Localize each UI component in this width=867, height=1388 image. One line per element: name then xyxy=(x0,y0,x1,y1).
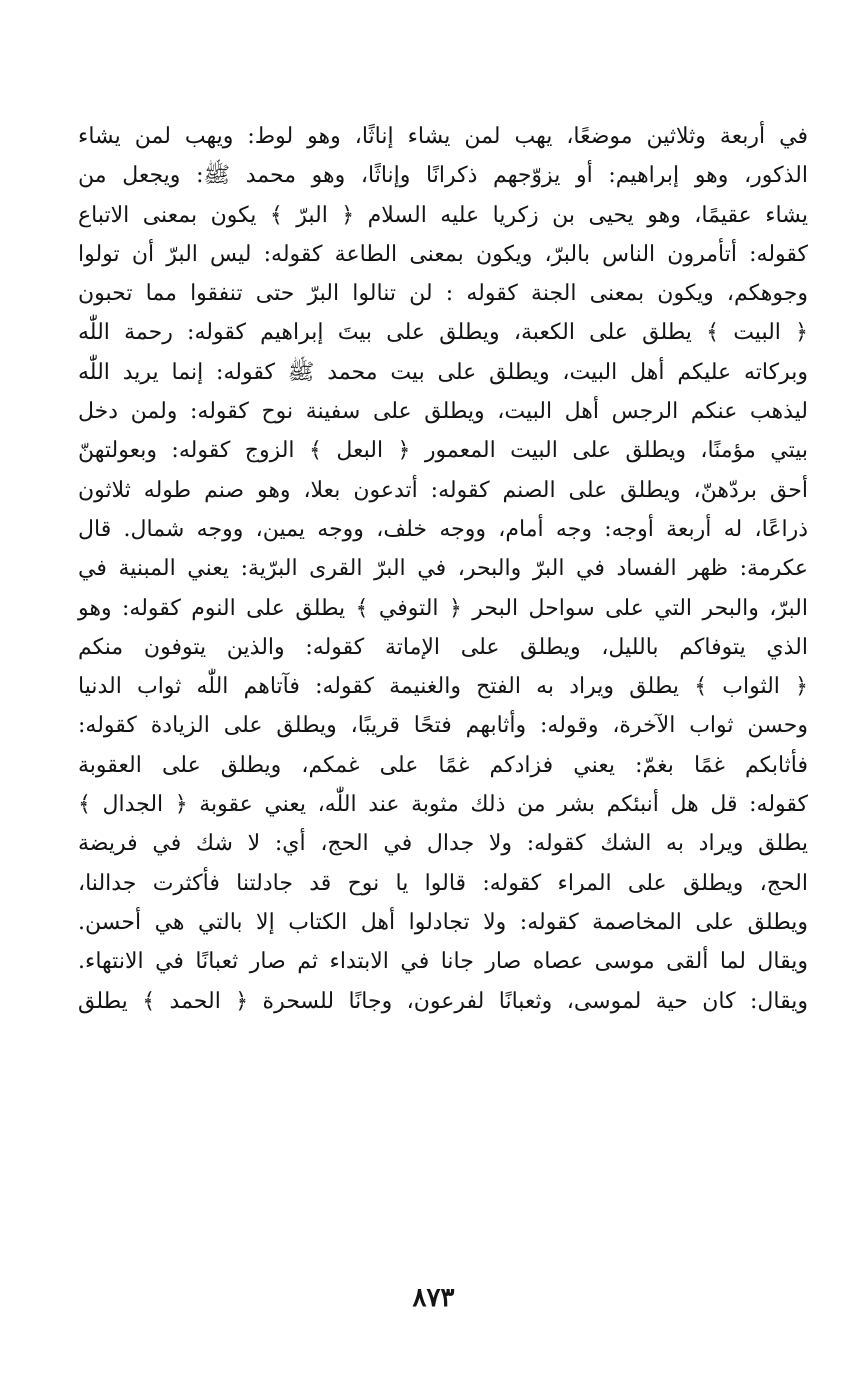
text-line-3: يشاء عقيمًا، وهو يحيى بن زكريا عليه السلام ﴿ البرّ ﴾ يكون بمعنى الاتباع xyxy=(78,202,808,228)
text-line-12: عكرمة: ظهر الفساد في البرّ والبحر، في البرّ القرى البرّية: يعني المبنية في xyxy=(78,556,808,582)
text-line-17: فأثابكم غمًا بغمّ: يعني فزادكم غمًا على غمكم، ويطلق على العقوبة xyxy=(78,752,808,778)
text-line-11: ذراعًا، له أربعة أوجه: وجه أمام، ووجه خلف، ووجه يمين، ووجه شمال. قال xyxy=(78,516,808,542)
page-number: ٨٧٣ xyxy=(412,1283,455,1313)
text-line-20: الحج، ويطلق على المراء كقوله: قالوا يا نوح قد جادلتنا فأكثرت جدالنا، xyxy=(78,870,808,896)
text-line-21: ويطلق على المخاصمة كقوله: ولا تجادلوا أهل الكتاب إلا بالتي هي أحسن. xyxy=(78,909,808,935)
text-line-15: ﴿ الثواب ﴾ يطلق ويراد به الفتح والغنيمة كقوله: فآتاهم اللّٰه ثواب الدنيا xyxy=(78,674,808,700)
text-line-10: أحق بردّهنّ، ويطلق على الصنم كقوله: أتدعون بعلا، وهو صنم طوله ثلاثون xyxy=(78,477,808,503)
text-line-5: وجوهكم، ويكون بمعنى الجنة كقوله : لن تنالوا البرّ حتى تنفقوا مما تحبون xyxy=(78,281,808,307)
text-line-16: وحسن ثواب الآخرة، وقوله: وأثابهم فتحًا قريبًا، ويطلق على الزيادة كقوله: xyxy=(78,713,808,739)
text-line-4: كقوله: أتأمرون الناس بالبرّ، ويكون بمعنى الطاعة كقوله: ليس البرّ أن تولوا xyxy=(78,241,808,267)
body-text xyxy=(78,117,808,1021)
text-line-9: بيتي مؤمنًا، ويطلق على البيت المعمور ﴿ البعل ﴾ الزوج كقوله: وبعولتهنّ xyxy=(78,438,808,464)
text-line-19: يطلق ويراد به الشك كقوله: ولا جدال في الحج، أي: لا شك في فريضة xyxy=(78,831,808,857)
text-line-8: ليذهب عنكم الرجس أهل البيت، ويطلق على سفينة نوح كقوله: ولمن دخل xyxy=(78,399,808,425)
text-line-23: ويقال: كان حية لموسى، وثعبانًا لفرعون، وجانًا للسحرة ﴿ الحمد ﴾ يطلق xyxy=(78,988,808,1014)
text-line-18: كقوله: قل هل أنبئكم بشر من ذلك مثوبة عند اللّٰه، يعني عقوبة ﴿ الجدال ﴾ xyxy=(78,792,808,818)
text-line-7: وبركاته عليكم أهل البيت، ويطلق على بيت محمد ﷺ كقوله: إنما يريد اللّٰه xyxy=(78,359,808,385)
text-line-1: في أربعة وثلاثين موضعًا، يهب لمن يشاء إناثًا، وهو لوط: ويهب لمن يشاء xyxy=(78,124,808,149)
text-line-13: البرّ، والبحر التي على سواحل البحر ﴿ التوفي ﴾ يطلق على النوم كقوله: وهو xyxy=(78,595,808,621)
text-line-6: ﴿ البيت ﴾ يطلق على الكعبة، ويطلق على بيتَ إبراهيم كقوله: رحمة اللّٰه xyxy=(78,320,808,346)
text-line-2: الذكور، وهو إبراهيم: أو يزوّجهم ذكرانًا وإناثًا، وهو محمد ﷺ: ويجعل من xyxy=(78,163,808,189)
text-line-22: ويقال لما ألقى موسى عصاه صار جانا في الابتداء ثم صار ثعبانًا في الانتهاء. xyxy=(78,949,808,975)
text-line-14: الذي يتوفاكم بالليل، ويطلق على الإماتة كقوله: والذين يتوفون منكم xyxy=(78,634,808,660)
